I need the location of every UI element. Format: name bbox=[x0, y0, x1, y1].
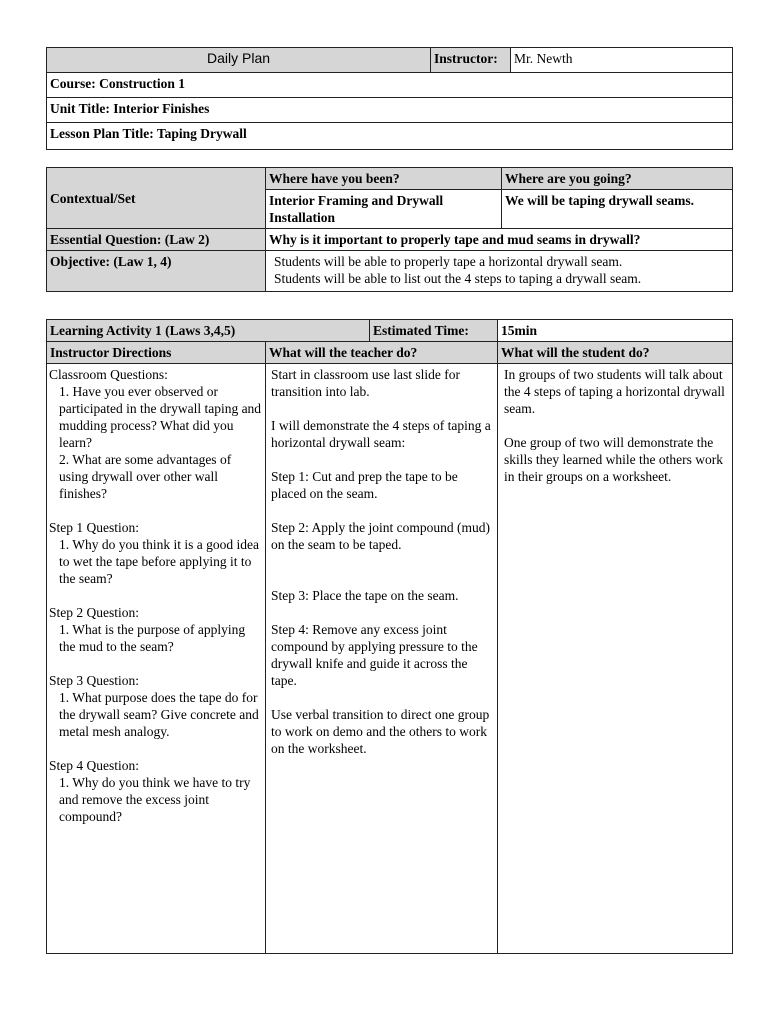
step-1-question bbox=[49, 519, 262, 587]
question-item: 1. Why do you think we have to try and remove the excess joint compound? bbox=[59, 775, 251, 824]
where-been-label: Where have you been? bbox=[266, 168, 502, 190]
lesson-plan-title: Lesson Plan Title: Taping Drywall bbox=[47, 123, 733, 150]
contextual-set-table bbox=[46, 167, 733, 292]
estimated-time-value: 15min bbox=[498, 320, 733, 342]
essential-question-label: Essential Question: (Law 2) bbox=[47, 229, 266, 251]
teacher-paragraph: I will demonstrate the 4 steps of taping a horizontal drywall seam: bbox=[271, 418, 491, 450]
step-2-question bbox=[49, 604, 262, 655]
question-heading: Step 1 Question: bbox=[49, 520, 139, 535]
unit-title: Unit Title: Interior Finishes bbox=[47, 98, 733, 123]
course-title: Course: Construction 1 bbox=[47, 73, 733, 98]
col-teacher-do: What will the teacher do? bbox=[266, 342, 498, 364]
question-heading: Step 3 Question: bbox=[49, 673, 139, 688]
where-been-value: Interior Framing and Drywall Installation bbox=[266, 190, 502, 229]
student-paragraph: One group of two will demonstrate the skills they learned while the others work in their groups on a worksheet. bbox=[504, 435, 723, 484]
question-item: 1. What purpose does the tape do for the drywall seam? Give concrete and metal mesh analogy. bbox=[59, 690, 259, 739]
instructor-name: Mr. Newth bbox=[511, 48, 733, 73]
objective-label: Objective: (Law 1, 4) bbox=[47, 251, 266, 292]
col-student-do: What will the student do? bbox=[498, 342, 733, 364]
question-item: 2. What are some advantages of using drywall over other wall finishes? bbox=[59, 452, 232, 501]
step-4-question bbox=[49, 757, 262, 825]
instructor-directions-cell bbox=[47, 364, 266, 954]
daily-plan-header-table bbox=[46, 47, 733, 150]
teacher-paragraph: Step 4: Remove any excess joint compound by applying pressure to the drywall knife and guide it across the tape. bbox=[271, 622, 478, 688]
objective-line: Students will be able to list out the 4 steps to taping a drywall seam. bbox=[274, 271, 642, 286]
step-3-question bbox=[49, 672, 262, 740]
question-heading: Step 2 Question: bbox=[49, 605, 139, 620]
where-going-value: We will be taping drywall seams. bbox=[502, 190, 733, 229]
teacher-paragraph: Step 2: Apply the joint compound (mud) on the seam to be taped. bbox=[271, 520, 490, 552]
teacher-paragraph: Use verbal transition to direct one group to work on demo and the others to work on the worksheet. bbox=[271, 707, 490, 756]
col-instructor-directions: Instructor Directions bbox=[47, 342, 266, 364]
objective-line: Students will be able to properly tape a horizontal drywall seam. bbox=[274, 254, 623, 269]
learning-activity-title: Learning Activity 1 (Laws 3,4,5) bbox=[47, 320, 370, 342]
question-heading: Classroom Questions: bbox=[49, 367, 168, 382]
daily-plan-title: Daily Plan bbox=[47, 48, 431, 73]
question-heading: Step 4 Question: bbox=[49, 758, 139, 773]
question-item: 1. Have you ever observed or participated in the drywall taping and mudding process? What did you learn? bbox=[59, 384, 262, 450]
estimated-time-label: Estimated Time: bbox=[370, 320, 498, 342]
teacher-do-cell bbox=[266, 364, 498, 954]
question-item: 1. What is the purpose of applying the mud to the seam? bbox=[59, 622, 246, 654]
teacher-paragraph: Step 3: Place the tape on the seam. bbox=[271, 588, 459, 603]
student-paragraph: In groups of two students will talk about the 4 steps of taping a horizontal drywall seam. bbox=[504, 367, 725, 416]
question-item: 1. Why do you think it is a good idea to wet the tape before applying it to the seam? bbox=[59, 537, 259, 586]
essential-question-text: Why is it important to properly tape and mud seams in drywall? bbox=[266, 229, 733, 251]
teacher-paragraph: Step 1: Cut and prep the tape to be placed on the seam. bbox=[271, 469, 458, 501]
student-do-cell bbox=[498, 364, 733, 954]
teacher-paragraph: Start in classroom use last slide for transition into lab. bbox=[271, 367, 460, 399]
where-going-label: Where are you going? bbox=[502, 168, 733, 190]
contextual-set-label: Contextual/Set bbox=[47, 168, 266, 229]
learning-activity-table bbox=[46, 319, 733, 954]
objective-text bbox=[266, 251, 733, 292]
instructor-label: Instructor: bbox=[431, 48, 511, 73]
classroom-questions bbox=[49, 366, 262, 502]
